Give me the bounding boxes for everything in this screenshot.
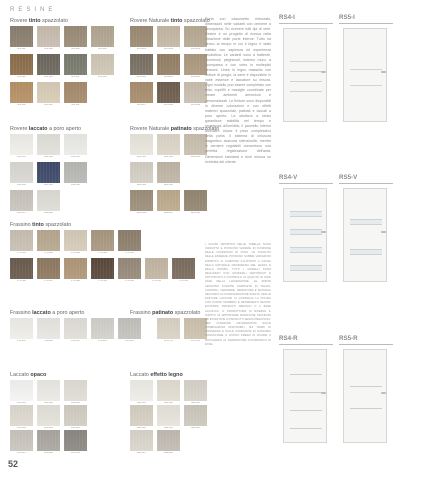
color-swatch [184,318,207,339]
swatch-code-label: RNP.402 [163,155,174,158]
glass-insert [290,247,322,253]
swatch-code-label: RIV.104 [98,47,107,50]
color-swatch [10,318,33,339]
section-title-emphasis: patinato [152,310,174,316]
swatch-code-label: RNT.207 [137,103,146,106]
section-title-suffix: spazzolato [173,310,201,316]
section-title-prefix: Rovere Naturale [130,18,171,24]
color-swatch [91,26,114,47]
color-swatch [157,380,180,401]
door-groove [290,91,322,92]
color-swatch [37,82,60,103]
swatch-code-label: LEL.905 [164,426,173,429]
swatch-code-label: FTS.501 [17,251,26,254]
swatch-code-label: LEL.901 [137,401,146,404]
color-swatch [91,54,114,75]
swatch-code-label: RNP.408 [190,211,201,214]
color-swatch [10,190,33,211]
swatch-code-label: FTS.511 [152,279,161,282]
swatch-code-label: FTS.505 [125,251,134,254]
door-label-rs4-v: RS4-V [279,174,298,181]
color-swatch [64,162,87,183]
color-swatch [145,258,168,279]
swatch-code-label: FTS.502 [44,251,53,254]
section-title-suffix: a poro aperto [50,310,85,316]
swatch-code-label: RIV.111 [71,103,80,106]
door-illustration-rs4-i [283,28,327,122]
color-swatch [37,405,60,426]
swatch-code-label: LOP.801 [17,401,26,404]
door-handle-icon [321,231,326,233]
swatch-code-label: RNP.407 [163,211,174,214]
swatch-code-label: LEL.906 [191,426,200,429]
color-swatch [157,162,180,183]
swatch-code-label: FTS.512 [179,279,188,282]
swatch-code-label: LOP.803 [71,401,80,404]
color-swatch [184,134,207,155]
swatch-code-label: FLP.603 [71,339,80,342]
door-label-rule [279,344,333,345]
color-swatch [64,405,87,426]
color-swatch [64,318,87,339]
swatch-code-label: RIV.107 [71,75,80,78]
swatch-code-label: RIV.102 [44,47,53,50]
swatch-code-label: RNP.404 [136,183,147,186]
color-swatch [37,230,60,251]
technical-notes-paragraph: I VALORI RIPORTATI NELLE TABELLE SONO INDICATIVI E POSSONO VARIARE IN FUNZIONE DELLE CONDIZIONI DI POSA. LE TONALITÀ DELLE ESSENZE POSSONO SUBIRE VARIAZIONI RISPETTO AI CAMPIONI ILLUSTRATI A CAUSA DELLA NATURALE DIFFERENZA DEL LEGNO E DELLA STAMPA. TUTTI I MODELLI SONO REALIZZATI CON MATERIALI CERTIFICATI E SOTTOPOSTI A CONTROLLI DI QUALITÀ IN OGNI FASE DELLA LAVORAZIONE. LE PORTE VENGONO FORNITE COMPLETE DI TELAIO, COPRIFILI, CERNIERE, SERRATURA E MANIGLIA SECONDO LA CONFIGURAZIONE SCELTA. PER LE FINITURE LACCATE SI CONSIGLIA LA PULIZIA CON PANNO MORBIDO E DETERGENTI NEUTRI, EVITANDO PRODOTTI ABRASIVI O A BASE ALCOLICA. IL PRODUTTORE SI RISERVA IL DIRITTO DI APPORTARE MODIFICHE TECNICHE ED ESTETICHE AI PRODOTTI SENZA PREAVVISO. PER ULTERIORI INFORMAZIONI SULLE COMBINAZIONI DISPONIBILI, SUI TEMPI DI CONSEGNA E SULLE CONDIZIONI DI GARANZIA CONSULTARE IL LISTINO PREZZI IN VIGORE O RIVOLGERSI AL RIVENDITORE AUTORIZZATO DI ZONA. [205,243,271,346]
door-illustration-rs4-r [283,349,327,443]
section-title-rovere-naturale [130,18,210,24]
color-swatch [118,230,141,251]
swatch-code-label: RNT.204 [137,75,146,78]
section-title-prefix: Laccato [10,372,31,378]
section-title-prefix: Rovere [10,126,29,132]
door-groove [290,71,322,72]
swatch-code-label: LEL.908 [164,451,173,454]
description-paragraph: Porta con cassonetto rinforzato, dimensioni nelle varianti con cerniere a scomparsa. Su ricevere tutti tipi di vetri. Resine è un progetto di ricerca nella creazione delle porte interne. Tutto ha senso al tempo in cui il legno è stato trattato con sapienza ed esperienza produttiva. Le varianti sono a battente, scorrevoli, pieghevoli, esterno muro, a scomparsa e con vetro in molteplici versioni. Linea in legno massello con finiture di pregio; la serie è disponibile in varie essenze e laccature su misura. Ogni modello può essere completato con telai, coprifili e maniglie coordinate per creare ambienti armoniosi e personalizzati. Le finiture sono disponibili in diverse colorazioni e con effetti materici spazzolati, patinati e laccati a poro aperto. La struttura a telaio garantisce stabilità nel tempo e resistenza all'umidità; il pannello interno alveolare riduce il peso complessivo della porta. Il sistema di chiusura magnetico assicura silenziosità, mentre le cerniere regolabili consentono una perfetta registrazione dell'anta. Dimensioni standard e fuori misura su richiesta del cliente. [205,17,271,164]
color-swatch [10,430,33,451]
color-swatch [64,134,87,155]
color-swatch [184,380,207,401]
color-swatch [64,430,87,451]
swatch-code-label: FLP.604 [98,339,107,342]
color-swatch [184,190,207,211]
door-label-rule [279,23,333,24]
swatch-code-label: LOP.808 [44,451,53,454]
swatch-code-label: FLP.602 [44,339,53,342]
swatch-code-label: RNP.405 [163,183,174,186]
door-label-rs4-r: RS4-R [279,335,298,342]
glass-insert [290,211,322,217]
section-title-emphasis: tinto [170,18,183,24]
section-title-emphasis: laccato [28,126,48,132]
color-swatch [130,380,153,401]
section-title-frassino-tinto [10,222,71,228]
swatch-code-label: RNT.201 [137,47,146,50]
door-label-rs5-v: RS5-V [339,174,358,181]
swatch-code-label: LOP.806 [71,426,80,429]
swatch-code-label: RLP.308 [44,211,53,214]
door-handle-icon [381,392,386,394]
section-title-frassino-patinato [130,310,200,316]
color-swatch [37,258,60,279]
swatch-code-label: RIV.105 [17,75,26,78]
door-groove [290,61,322,62]
color-swatch [157,430,180,451]
color-swatch [184,54,207,75]
section-title-prefix: Frassino [10,310,33,316]
swatch-code-label: FPS.702 [191,339,200,342]
slit-insert [290,392,322,393]
swatch-code-label: LEL.907 [137,451,146,454]
section-title-prefix: Laccato [130,372,151,378]
door-label-rule [339,344,393,345]
color-swatch [10,134,33,155]
color-swatch [157,82,180,103]
color-swatch [64,230,87,251]
swatch-code-label: RNT.206 [191,75,200,78]
color-swatch [37,430,60,451]
glass-insert [290,265,322,271]
swatch-code-label: LEL.902 [164,401,173,404]
color-swatch [64,258,87,279]
color-swatch [157,134,180,155]
color-swatch [10,82,33,103]
swatch-code-label: RIV.110 [44,103,53,106]
swatch-code-label: RNP.401 [136,155,147,158]
swatch-code-label: RNT.208 [164,103,173,106]
color-swatch [130,82,153,103]
swatch-code-label: FLP.605 [125,339,134,342]
color-swatch [184,82,207,103]
color-swatch [130,430,153,451]
slit-insert [290,374,322,375]
door-illustration-rs5-r [343,349,387,443]
section-title-emphasis: patinato [170,126,192,132]
color-swatch [91,230,114,251]
section-title-emphasis: tinto [28,18,41,24]
swatch-code-label: RLP.307 [17,211,26,214]
door-groove [290,81,322,82]
slit-insert [290,428,322,429]
color-swatch [37,190,60,211]
swatch-code-label: RNP.403 [190,155,201,158]
color-swatch [37,380,60,401]
swatch-code-label: RIV.108 [98,75,107,78]
color-swatch [130,54,153,75]
swatch-code-label: FLP.601 [17,339,26,342]
slit-insert [350,408,382,409]
door-illustration-rs5-v [343,188,387,282]
swatch-code-label: LEL.903 [191,401,200,404]
swatch-code-label: LOP.802 [44,401,53,404]
section-title-suffix: spazzolato [191,126,219,132]
color-swatch [10,54,33,75]
door-handle-icon [321,71,326,73]
section-title-suffix: spazzolato [40,18,68,24]
section-title-emphasis: tinto [32,222,44,228]
color-swatch [118,318,141,339]
color-swatch [130,162,153,183]
section-title-laccato-opaco [10,372,46,378]
door-groove [350,85,382,86]
section-title-rovere-laccato [10,126,81,132]
color-swatch [37,318,60,339]
color-swatch [184,405,207,426]
glass-insert [350,249,382,255]
swatch-code-label: RNT.202 [164,47,173,50]
color-swatch [130,26,153,47]
swatch-code-label: RIV.106 [44,75,53,78]
color-swatch [130,190,153,211]
slit-insert [350,386,382,387]
color-swatch [157,54,180,75]
color-swatch [157,190,180,211]
swatch-code-label: LEL.904 [137,426,146,429]
swatch-code-label: FTS.503 [71,251,80,254]
color-swatch [91,258,114,279]
swatch-code-label: RNT.209 [191,103,200,106]
color-swatch [37,54,60,75]
color-swatch [157,405,180,426]
door-label-rs5-r: RS5-R [339,335,358,342]
swatch-code-label: LOP.809 [71,451,80,454]
glass-insert [290,229,322,235]
color-swatch [64,380,87,401]
color-swatch [157,26,180,47]
swatch-code-label: LOP.804 [17,426,26,429]
color-swatch [64,54,87,75]
swatch-code-label: RIV.109 [17,103,26,106]
door-illustration-rs5-i [343,28,387,122]
swatch-code-label: FTS.504 [98,251,107,254]
door-label-rule [339,183,393,184]
swatch-code-label: RIV.101 [17,47,26,50]
section-title-emphasis: effetto legno [150,372,183,378]
swatch-code-label: LOP.807 [17,451,26,454]
color-swatch [10,162,33,183]
swatch-code-label: RNT.205 [164,75,173,78]
swatch-code-label: FTS.506 [17,279,26,282]
swatch-code-label: RLP.306 [71,183,80,186]
color-swatch [118,258,141,279]
page-number: 52 [8,459,19,469]
color-swatch [64,26,87,47]
color-swatch [10,258,33,279]
section-title-prefix: Rovere Naturale [130,126,171,132]
section-title-suffix: spazzolato [182,18,210,24]
color-swatch [10,230,33,251]
color-swatch [91,318,114,339]
swatch-code-label: FTS.509 [98,279,107,282]
door-label-rule [279,183,333,184]
swatch-code-label: RLP.302 [44,155,53,158]
swatch-code-label: RIV.103 [71,47,80,50]
color-swatch [37,26,60,47]
swatch-code-label: FTS.507 [44,279,53,282]
section-title-rovere-tinto [10,18,68,24]
page-header-title: RESINE [10,7,57,13]
section-title-suffix: spazzolato [43,222,72,228]
swatch-code-label: RLP.301 [17,155,26,158]
section-title-emphasis: laccato [32,310,51,316]
color-swatch [172,258,195,279]
color-swatch [64,82,87,103]
slit-insert [290,410,322,411]
swatch-code-label: RLP.304 [17,183,26,186]
color-swatch [157,318,180,339]
door-label-rule [339,23,393,24]
swatch-code-label: RLP.303 [71,155,80,158]
section-title-emphasis: opaco [30,372,47,378]
section-title-frassino-laccato [10,310,84,316]
swatch-code-label: FTS.508 [71,279,80,282]
door-illustration-rs4-v [283,188,327,282]
color-swatch [10,380,33,401]
swatch-code-label: FTS.510 [125,279,134,282]
color-swatch [184,26,207,47]
section-title-prefix: Frassino [130,310,153,316]
door-handle-icon [381,231,386,233]
section-title-suffix: a poro aperto [47,126,82,132]
color-swatch [130,134,153,155]
swatch-code-label: FPS.701 [164,339,173,342]
door-label-rs5-i: RS5-I [339,14,355,21]
glass-insert [350,219,382,225]
swatch-code-label: RNT.203 [191,47,200,50]
color-swatch [10,26,33,47]
swatch-code-label: LOP.805 [44,426,53,429]
section-title-laccato-legno [130,372,183,378]
color-swatch [10,405,33,426]
section-title-prefix: Frassino [10,222,33,228]
section-title-prefix: Rovere [10,18,29,24]
swatch-code-label: RLP.305 [44,183,53,186]
door-handle-icon [321,392,326,394]
color-swatch [130,405,153,426]
door-groove [350,69,382,70]
color-swatch [37,162,60,183]
door-label-rs4-i: RS4-I [279,14,295,21]
swatch-code-label: RNP.406 [136,211,147,214]
color-swatch [37,134,60,155]
door-handle-icon [381,71,386,73]
